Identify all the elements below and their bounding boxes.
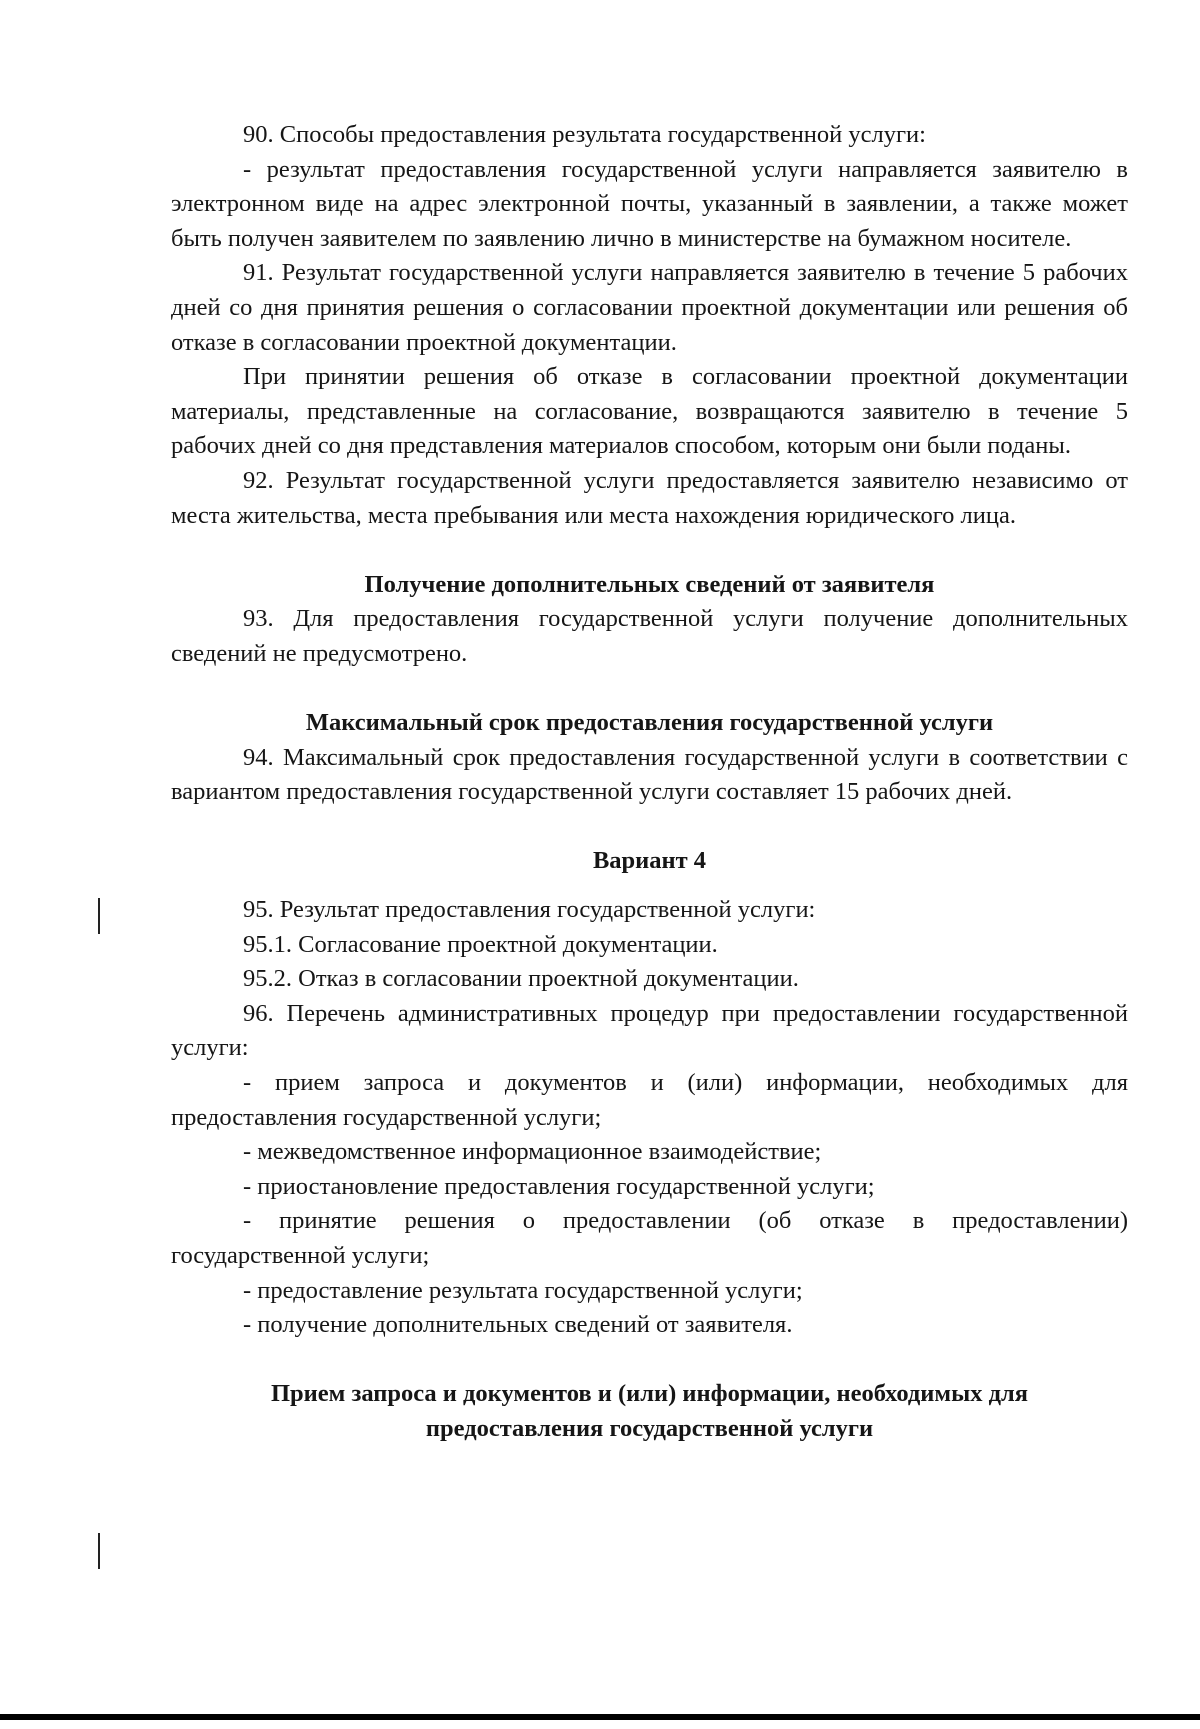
paragraph-94: 94. Максимальный срок предоставления государственной услуги в соответствии с вариантом предоставления государственной услуги составляет 15 рабочих дней. [171, 743, 1128, 806]
heading-variant: Вариант 4 [592, 847, 707, 875]
margin-mark [98, 898, 100, 934]
list-item: - прием запроса и документов и (или) информации, необходимых для предоставления государственной услуги; [171, 1069, 1128, 1131]
paragraph-93: 93. Для предоставления государственной услуги получение дополнительных сведений не предусмотрено. [171, 605, 1128, 667]
list-item: - межведомственное информационное взаимодействие; [243, 1138, 822, 1166]
paragraph-91: 91. Результат государственной услуги направляется заявителю в течение 5 рабочих дней со дня принятия решения о согласовании проектной документации или решения об отказе в согласовании проектной документации. [171, 259, 1128, 356]
heading-max-term: Максимальный срок предоставления государственной услуги [305, 709, 994, 737]
spacer [171, 533, 1128, 568]
paragraph-96: 96. Перечень административных процедур при предоставлении государственной услуги: [171, 999, 1128, 1062]
margin-mark [98, 1533, 100, 1569]
paragraph-91-refusal: При принятии решения об отказе в согласовании проектной документации материалы, представленные на согласование, возвращаются заявителю в течение 5 рабочих дней со дня представления материалов способом, которым они были поданы. [171, 363, 1128, 460]
paragraph-92: 92. Результат государственной услуги предоставляется заявителю независимо от места жительства, места пребывания или места нахождения юридического лица. [171, 466, 1128, 529]
paragraph-95-1: 95.1. Согласование проектной документации. [243, 930, 718, 958]
heading-reception-line-2: предоставления государственной услуги [425, 1414, 874, 1442]
paragraph-90-item: - результат предоставления государственной услуги направляется заявителю в электронном виде на адрес электронной почты, указанный в заявлении, а также может быть получен заявителем по заявлению лично в министерстве на бумажном носителе. [171, 155, 1128, 252]
spacer [171, 1343, 1128, 1378]
document-page [171, 118, 1128, 1447]
heading-additional-info: Получение дополнительных сведений от заявителя [364, 570, 935, 598]
paragraph-90: 90. Способы предоставления результата государственной услуги: [243, 121, 926, 148]
heading-reception-line-1: Прием запроса и документов и (или) информации, необходимых для [271, 1380, 1028, 1408]
spacer [171, 810, 1128, 845]
list-item: - предоставление результата государственной услуги; [243, 1276, 803, 1304]
list-item: - принятие решения о предоставлении (об отказе в предоставлении) государственной услуги; [171, 1207, 1128, 1269]
spacer [171, 672, 1128, 707]
list-item: - приостановление предоставления государственной услуги; [243, 1172, 875, 1200]
spacer [171, 879, 1128, 893]
list-item: - получение дополнительных сведений от заявителя. [243, 1311, 793, 1339]
paragraph-95-2: 95.2. Отказ в согласовании проектной документации. [243, 965, 799, 993]
bottom-rule [0, 1714, 1200, 1720]
paragraph-95: 95. Результат предоставления государственной услуги: [243, 896, 816, 924]
